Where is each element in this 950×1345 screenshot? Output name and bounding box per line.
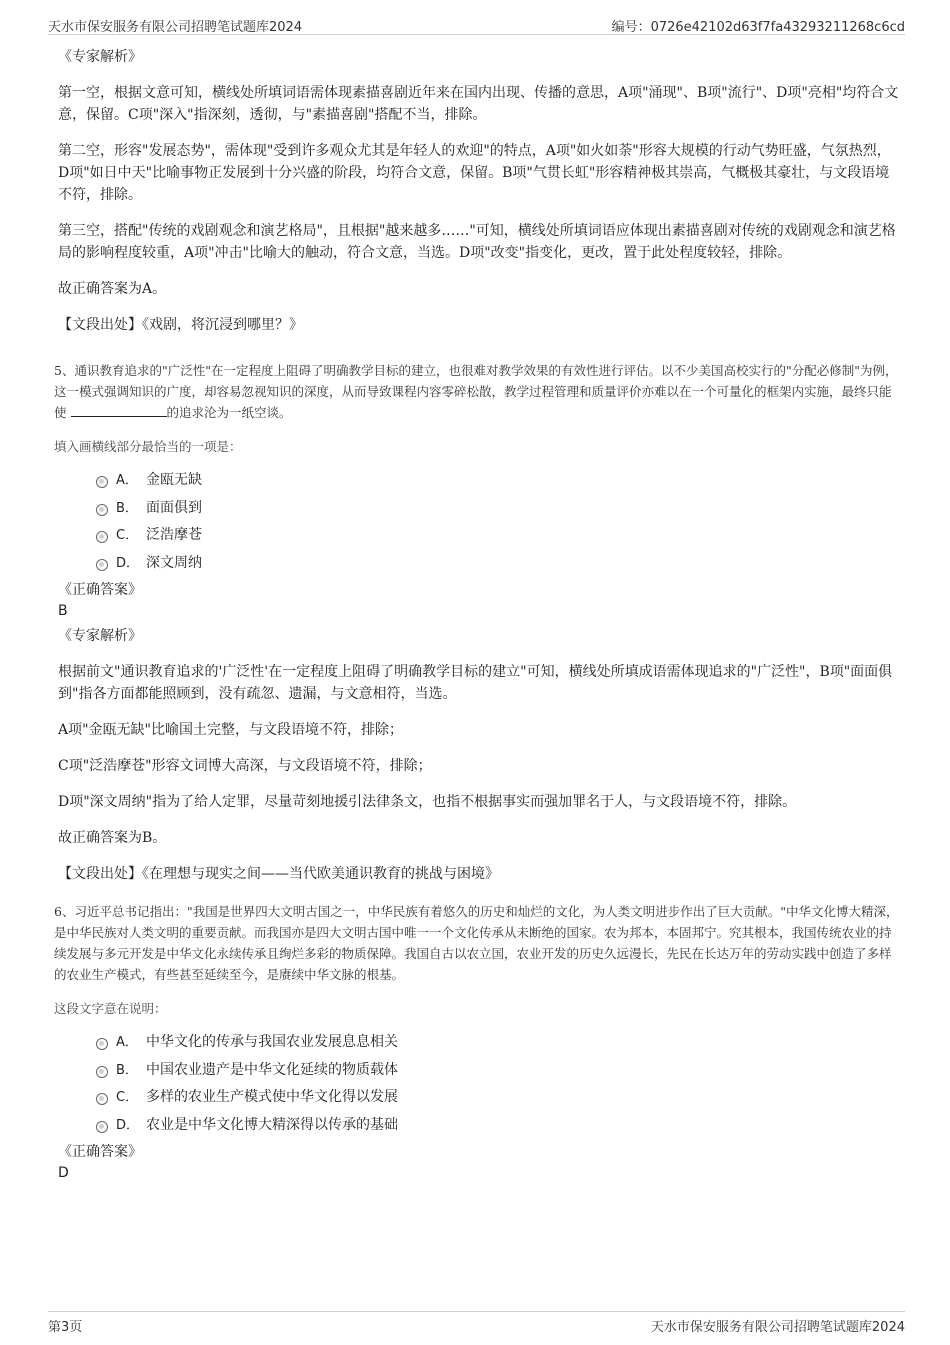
- q5-options: [96, 467, 900, 577]
- page-header: [48, 14, 905, 35]
- q5-answer-label: 《正确答案》: [58, 582, 142, 598]
- q6-stem: 6、习近平总书记指出："我国是世界四大文明古国之一，中华民族有着悠久的历史和灿烂的文化，为人类文明进步作出了巨大贡献。"中华文化博大精深，是中华民族对人类文明的重要贡献。而我国亦是四大文明古国中唯一一个文化传承从未断绝的国家。农为邦本，本固邦宁。究其根本，我国传统农业的持续发展与多元开发是中华文化永续传承且绚烂多彩的物质保障。我国自古以农立国，农业开发的历史久远漫长，先民在长达万年的劳动实践中创造了多样的农业生产模式，有些甚至延续至今，是赓续中华文脉的根基。: [54, 904, 899, 982]
- q6-option-c[interactable]: C． 多样的农业生产模式使中华文化得以发展: [96, 1084, 900, 1112]
- q5-prompt: 填入画横线部分最恰当的一项是：: [54, 439, 242, 454]
- q6-option-b[interactable]: B． 中国农业遗产是中华文化延续的物质载体: [96, 1057, 900, 1085]
- q5-blank-line: [71, 404, 167, 417]
- q4-analysis-para-2: 第二空，形容"发展态势"，需体现"受到许多观众尤其是年轻人的欢迎"的特点，A项"如火如荼"形容大规模的行动气势旺盛，气氛热烈，D项"如日中天"比喻事物正发展到十分兴盛的阶段，均符合文意，保留。B项"气贯长虹"形容精神极其崇高，气概极其豪壮，与文段语境不符，排除。: [58, 143, 891, 203]
- q4-analysis-para-1: 第一空，根据文意可知，横线处所填词语需体现素描喜剧近年来在国内出现、传播的意思，A项"涌现"、B项"流行"、D项"亮相"均符合文意，保留。C项"深入"指深刻，透彻，与"素描喜剧"搭配不当，排除。: [58, 85, 899, 123]
- q4-analysis-label: 《专家解析》: [58, 49, 142, 65]
- q5-conclusion: 故正确答案为B。: [58, 830, 167, 846]
- radio-icon[interactable]: [96, 1121, 108, 1133]
- q4-conclusion: 故正确答案为A。: [58, 281, 167, 297]
- q5-stem: [54, 360, 900, 423]
- q5-stem-before: 5、通识教育追求的"广泛性"在一定程度上阻碍了明确教学目标的建立，也很难对教学效果的有效性进行评估。以不少美国高校实行的"分配必修制"为例，这一模式强调知识的广度，却容易忽视知识的深度，从而导致课程内容零碎松散，教学过程管理和质量评价亦难以在一个可量化的框架内实施，最终只能使: [54, 363, 898, 420]
- header-title: 天水市保安服务有限公司招聘笔试题库2024: [48, 20, 303, 35]
- q6-option-a[interactable]: A． 中华文化的传承与我国农业发展息息相关: [96, 1029, 900, 1057]
- radio-icon[interactable]: [96, 559, 108, 571]
- radio-icon[interactable]: [96, 476, 108, 488]
- q6-option-d[interactable]: D． 农业是中华文化博大精深得以传承的基础: [96, 1112, 900, 1140]
- radio-icon[interactable]: [96, 1038, 108, 1050]
- q6-answer-label: 《正确答案》: [58, 1144, 142, 1160]
- q6-answer: D: [58, 1165, 69, 1181]
- q6-options: [96, 1029, 900, 1139]
- q5-option-c[interactable]: C． 泛浩摩苍: [96, 522, 900, 550]
- radio-icon[interactable]: [96, 1066, 108, 1078]
- q4-source: 【文段出处】《戏剧，将沉浸到哪里？》: [58, 317, 303, 333]
- radio-icon[interactable]: [96, 1093, 108, 1105]
- q6-prompt: 这段文字意在说明：: [54, 1001, 167, 1016]
- q5-analysis-label: 《专家解析》: [58, 628, 142, 644]
- q5-option-d[interactable]: D． 深文周纳: [96, 550, 900, 578]
- radio-icon[interactable]: [96, 531, 108, 543]
- radio-icon[interactable]: [96, 504, 108, 516]
- q5-analysis-para-2: A项"金瓯无缺"比喻国土完整，与文段语境不符，排除；: [58, 722, 403, 738]
- q5-answer: B: [58, 603, 68, 619]
- footer-title: 天水市保安服务有限公司招聘笔试题库2024: [650, 1320, 905, 1335]
- footer-page-number: 第3页: [48, 1320, 83, 1335]
- q5-stem-after: 的追求沦为一纸空谈。: [166, 405, 292, 420]
- q5-option-b[interactable]: B． 面面俱到: [96, 495, 900, 523]
- q5-analysis-para-4: D项"深文周纳"指为了给人定罪，尽量苛刻地援引法律条文，也指不根据事实而强加罪名于人，与文段语境不符，排除。: [58, 794, 797, 810]
- q5-analysis-para-3: C项"泛浩摩苍"形容文词博大高深，与文段语境不符，排除；: [58, 758, 432, 774]
- q5-analysis-para-1: 根据前文"通识教育追求的'广泛性'在一定程度上阻碍了明确教学目标的建立"可知，横线处所填成语需体现追求的"广泛性"，B项"面面俱到"指各方面都能照顾到，没有疏忽、遗漏，与文意相符，当选。: [58, 664, 893, 702]
- page-footer: [48, 1311, 905, 1334]
- page-content: [54, 42, 900, 1183]
- header-serial: 编号：0726e42102d63f7fa43293211268c6cd: [611, 20, 905, 35]
- q5-source: 【文段出处】《在理想与现实之间——当代欧美通识教育的挑战与困境》: [58, 866, 499, 882]
- q4-analysis-para-3: 第三空，搭配"传统的戏剧观念和演艺格局"，且根据"越来越多……"可知，横线处所填词语应体现出素描喜剧对传统的戏剧观念和演艺格局的影响程度较重，A项"冲击"比喻大的触动，符合文意，当选。D项"改变"指变化，更改，置于此处程度较轻，排除。: [58, 223, 896, 261]
- q5-option-a[interactable]: A． 金瓯无缺: [96, 467, 900, 495]
